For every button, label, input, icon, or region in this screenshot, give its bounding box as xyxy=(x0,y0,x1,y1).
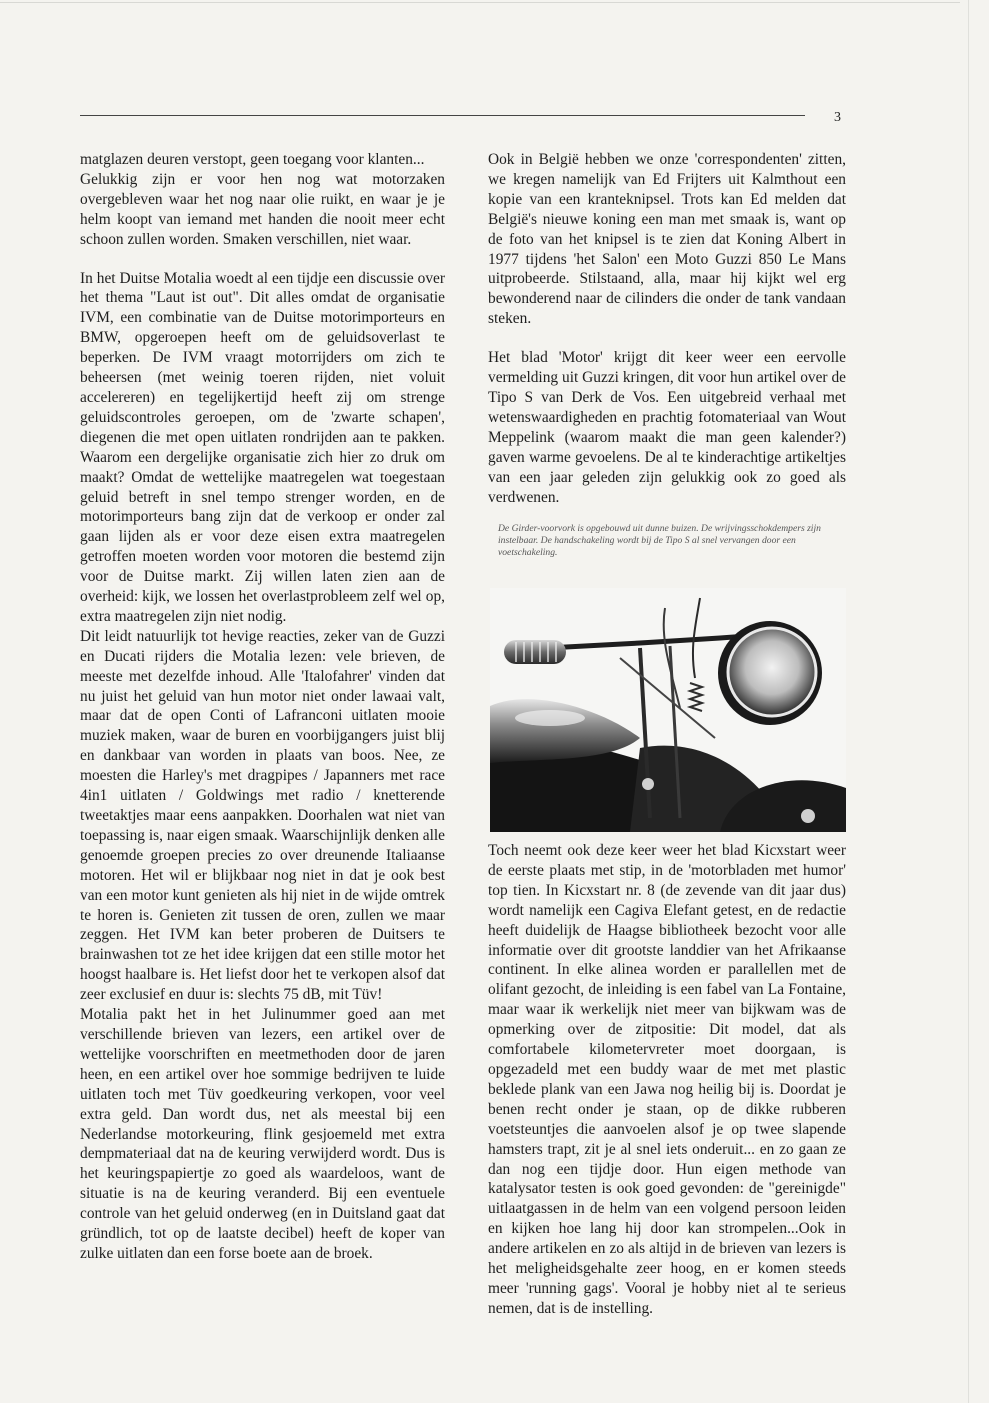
photo-caption: De Girder-voorvork is opgebouwd uit dunne buizen. De wrijvingsschokdempers zijn instelbaar. De handschakeling wordt bij de Tipo S al snel vervangen door een voetschakeling. xyxy=(498,523,821,559)
motorcycle-photo-svg xyxy=(490,588,846,832)
right-column-bottom xyxy=(488,841,846,1319)
page-number: 3 xyxy=(834,110,841,125)
left-column xyxy=(80,150,445,1264)
left-paragraph-3: In het Duitse Motalia woedt al een tijdje een discussie over het thema "Laut ist out". Dit alles omdat de organisatie IVM, een combinatie van de Duitse motorimporteurs en BMW, opgeroepen heeft om de geluidsoverlast te beperken. De IVM vraagt motorrijders om zich te beheersen (met weinig toeren rijden, niet voluit accelereren) en tegelijkertijd heeft zij om strenge geluidscontroles geroepen, om de 'zwarte schapen', diegenen die met open uitlaten rondrijden aan te pakken. Waarom een dergelijke organisatie zich hier zo druk om maakt? Omdat de wettelijke maatregelen wat toegestaan geluid betreft in snel tempo strenger worden, en de motorimporteurs bang zijn dat de verkoop er onder zal gaan lijden als er voor deze eisen extra maatregelen getroffen moeten worden voor motoren die bestemd zijn voor de Duitse markt. Zij willen laten zien aan de overheid: kijk, we lossen het overlastprobleem zelf wel op, extra maatregelen zijn niet nodig. xyxy=(80,269,445,625)
page-edge-right xyxy=(968,0,969,1403)
left-paragraph-5: Motalia pakt het in het Julinummer goed aan met verschillende brieven van lezers, een artikel over de wettelijke voorschriften en meetmethoden door de jaren heen, en een artikel over hoe sommige bedrijven te luide uitlaten toch met Tüv goedkeuring verkopen, voor veel extra geld. Dan wordt dus, net als meestal bij een Nederlandse motorkeuring, flink gesjoemeld met extra dempmateriaal dat na de keuring verwijderd wordt. Dus is het keuringspapiertje zo goed als waardeloos, want de situatie is na de keuring veranderd. Bij een eventuele controle van het geluid onderweg (en in Duitsland gaat dat gründlich, tot op de laatste decibel) heeft de koper van zulke uitlaten dan een forse boete aan de broek. xyxy=(80,1006,445,1262)
left-paragraph-4: Dit leidt natuurlijk tot hevige reacties, zeker van de Guzzi en Ducati rijders die Motalia lezen: vele brieven, de meeste met dezelfde inhoud. Alle 'Italofahrer' vinden dat nu juist het geluid van hun motor niet onder lawaai valt, maar dat de open Conti of Lafranconi uitlaten mooie muziek maken, waar de buren en voorbijgangers juist blij en dankbaar van worden in plaats van boos. Nee, ze moesten die Harley's met dragpipes / Japanners met race 4in1 uitlaten / Goldwings met radio / knetterende tweetaktjes maar eens aanpakken. Doorhalen wat niet van toepassing is, naar eigen smaak. Waarschijnlijk denken alle genoemde groepen precies zo over dreunende Italiaanse motoren. Het wil er blijkbaar nog niet in dat je ook best van een motor kunt genieten als hij niet in de wijde omtrek te horen is. Genieten zit tussen de oren, zullen we maar zeggen. Het IVM kan beter proberen de Duitsers te brainwashen tot ze het idee krijgen dat een stille motor het hoogst haalbare is. Het liefst door het te verkopen alsof dat zeer exclusief en duur is: slechts 75 dB, mit Tüv! xyxy=(80,627,445,1004)
right-paragraph-1: Ook in België hebben we onze 'correspondenten' zitten, we kregen namelijk van Ed Frijters uit Kalmthout een kopie van een kranteknipsel. Trots kan Ed melden dat België's nieuwe koning een man met smaak is, want op de foto van het knipsel is te zien dat Koning Albert in 1977 tijdens 'het Salon' een Moto Guzzi 850 Le Mans uitprobeerde. Stilstaand, alla, maar hij kijkt wel erg bewonderend naar de cilinders die onder de tank vandaan steken. xyxy=(488,151,846,328)
left-paragraph-1: matglazen deuren verstopt, geen toegang voor klanten... xyxy=(80,151,425,168)
left-paragraph-2: Gelukkig zijn er voor hen nog wat motorzaken overgebleven waar het nog naar olie ruikt, en waar je je helm koopt van iemand met handen die nooit meer echt schoon zullen worden. Smaken verschillen, niet waar. xyxy=(80,170,445,248)
motorcycle-photo-icon xyxy=(490,588,846,832)
page-edge-top xyxy=(0,2,960,3)
right-paragraph-2: Het blad 'Motor' krijgt dit keer weer een eervolle vermelding uit Guzzi kringen, dit voor hun artikel over de Tipo S van Derk de Vos. Een uitgebreid verhaal met wetenswaardigheden en prachtig fotomateriaal van Wout Meppelink (waarom maakt die man geen kalender?) gaven warme gevoelens. De al te kinderachtige artikeltjes van een jaar geleden zijn gelukkig ook zo goed als verdwenen. xyxy=(488,349,846,506)
right-paragraph-3: Toch neemt ook deze keer weer het blad Kicxstart weer de eerste plaats met stip, in de 'motorbladen met humor' top tien. In Kicxstart nr. 8 (de zevende van dit jaar dus) wordt namelijk een Cagiva Elefant getest, en de redactie heeft duidelijk de Haagse bibliotheek bezocht voor alle informatie over dit grootste landdier van het Afrikaanse continent. In elke alinea worden er parallellen met de olifant gezocht, de inleiding is een fabel van La Fontaine, maar waar ik werkelijk niet meer van bijkwam was de opmerking over de zitpositie: Dit model, dat als comfortabele kilometervreter moet doorgaan, is opgezadeld met een buddy waar de met met plastic beklede plank van een Jawa nog heilig bij is. Doordat je benen recht onder je staan, op de dikke rubberen voetsteuntjes die aanvoelen alsof je op twee slapende hamsters trapt, zit je al snel iets onderuit... en zo gaan ze dan nog een tijdje door. Hun eigen methode van katalysator testen is ook goed gevonden: de "gereinigde" uitlaatgassen in de helm van een volgend persoon leiden en kijken hoe lang hij door kan strompelen...Ook in andere artikelen en zo als altijd in de brieven van lezers is het meligheidsgehalte zeer hoog, en er komen steeds meer 'running gags'. Vooral je hobby niet al te serieus nemen, dat is de instelling. xyxy=(488,842,846,1317)
header-rule xyxy=(80,115,805,116)
right-column-top xyxy=(488,150,846,507)
